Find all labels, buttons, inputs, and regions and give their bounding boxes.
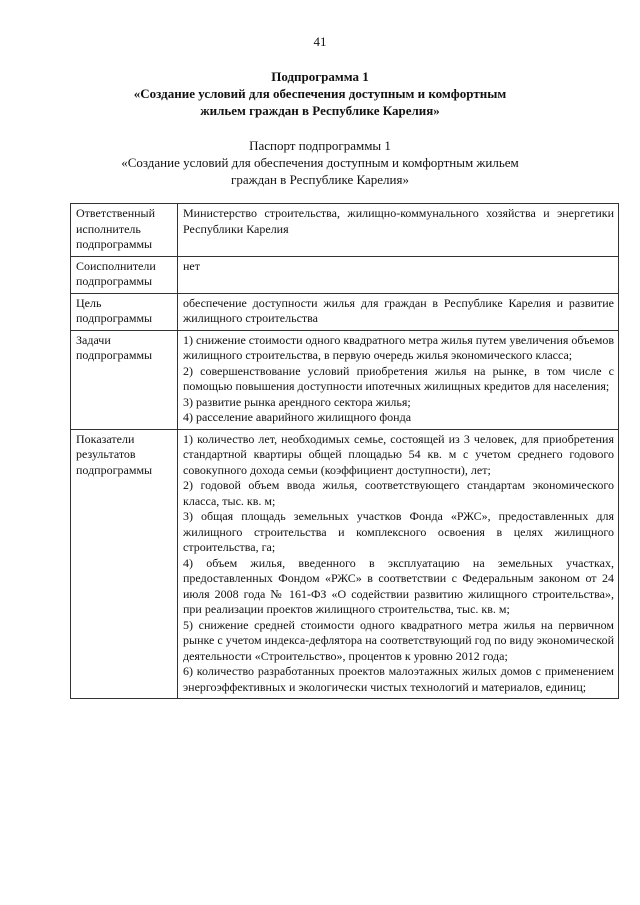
row-label: Задачи подпрограммы [71, 330, 178, 429]
page-number: 41 [313, 34, 327, 49]
task-item: 2) совершенствование условий приобретения жилья на рынке, в том числе с помощью повышения доступности ипотечных жилищных кредитов для населения; [183, 363, 614, 393]
row-label: Цель подпрограммы [71, 293, 178, 330]
indicator-item: 1) количество лет, необходимых семье, состоящей из 3 человек, для приобретения стандартной квартиры общей площадью 54 кв. м с учетом среднего годового совокупного дохода семьи (коэффициент доступности), лет; [183, 431, 614, 477]
indicator-item: 6) количество разработанных проектов малоэтажных жилых домов с применением энергоэффективных и экологически чистых технологий и материалов, единиц; [183, 664, 614, 694]
row-value [178, 429, 619, 699]
passport-line-2: «Создание условий для обеспечения доступным и комфортным жильем [121, 155, 519, 170]
task-item: 3) развитие рынка арендного сектора жилья; [183, 394, 411, 409]
passport-line-1: Паспорт подпрограммы 1 [249, 138, 391, 153]
passport-title [80, 137, 560, 188]
row-value-text: обеспечение доступности жилья для граждан в Республике Карелия и развитие жилищного строительства [183, 295, 614, 325]
row-value [178, 330, 619, 429]
passport-table [70, 203, 619, 699]
row-value [178, 256, 619, 293]
row-value-text: нет [183, 258, 200, 273]
row-label: Показатели результатов подпрограммы [71, 429, 178, 699]
table-row [71, 429, 619, 699]
heading-line-3: жильем граждан в Республике Карелия» [200, 103, 440, 118]
indicator-item: 3) общая площадь земельных участков Фонда «РЖС», предоставленных для жилищного строительства и комплексного освоения в целях жилищного строительства, га; [183, 509, 614, 554]
table-row [71, 293, 619, 330]
task-item: 4) расселение аварийного жилищного фонда [183, 410, 412, 424]
passport-line-3: граждан в Республике Карелия» [231, 172, 409, 187]
indicator-item: 5) снижение средней стоимости одного квадратного метра жилья на первичном рынке с учетом индекса-дефлятора на соответствующий год по виду экономической деятельности «Строительство», процентов к уровню 2012 года; [183, 617, 614, 663]
heading-line-1: Подпрограмма 1 [271, 69, 369, 84]
row-value [178, 293, 619, 330]
table-row [71, 204, 619, 257]
row-value-text: Министерство строительства, жилищно-коммунального хозяйства и энергетики Республики Карелия [183, 206, 614, 236]
indicator-item: 4) объем жилья, введенного в эксплуатацию на земельных участках, предоставленных Фондом «РЖС» в соответствии с Федеральным законом от 24 июля 2008 года № 161-ФЗ «О содействии развитию жилищного строительства», при реализации проектов жилищного строительства, тыс. кв. м; [183, 555, 614, 616]
table-row [71, 256, 619, 293]
indicator-item: 2) годовой объем ввода жилья, соответствующего стандартам экономического класса, тыс. кв. м; [183, 478, 614, 508]
row-value [178, 204, 619, 257]
table-row [71, 330, 619, 429]
row-label: Соисполнители подпрограммы [71, 256, 178, 293]
subprogram-heading [90, 68, 550, 119]
row-label: Ответственный исполнитель подпрограммы [71, 204, 178, 257]
task-item: 1) снижение стоимости одного квадратного метра жилья путем увеличения объемов жилищного строительства, в первую очередь жилья экономического класса; [183, 332, 614, 362]
heading-line-2: «Создание условий для обеспечения доступным и комфортным [133, 86, 507, 101]
